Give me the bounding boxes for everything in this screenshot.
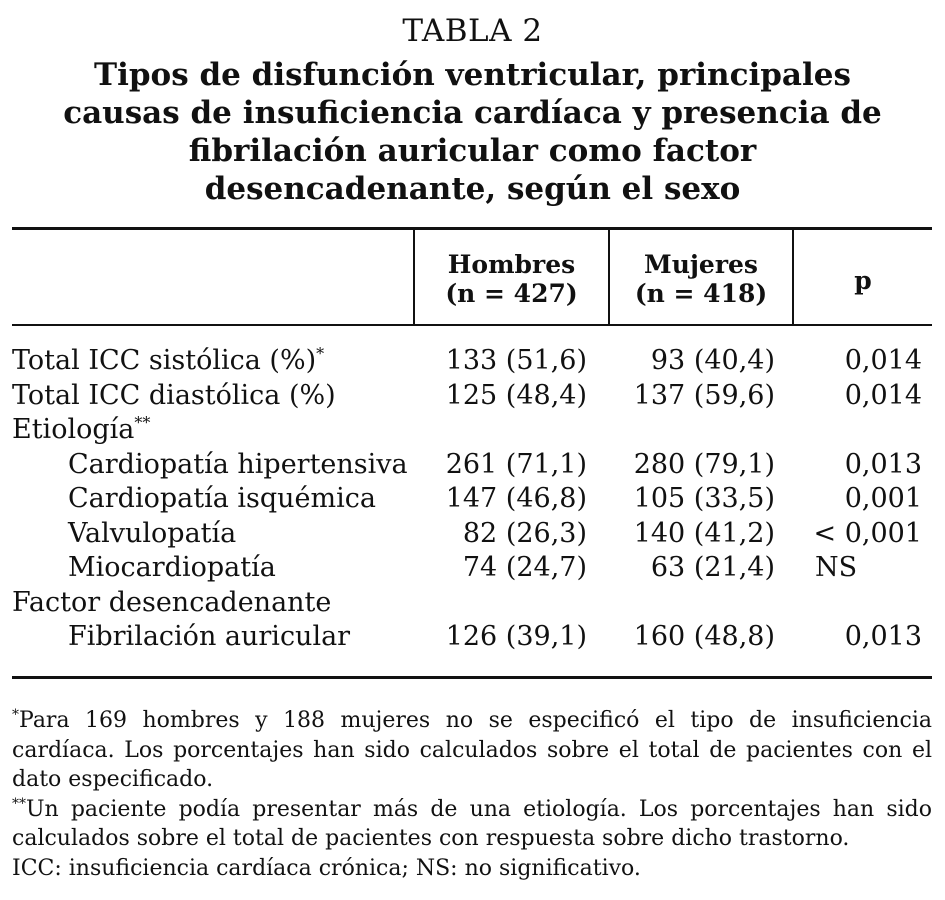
- men-value: 261 (71,1): [445, 448, 587, 480]
- footnote-mark: *: [316, 344, 325, 363]
- column-header-women: [610, 250, 792, 308]
- p-value: 0,013: [844, 621, 922, 652]
- men-value: 82 (26,3): [462, 517, 587, 549]
- women-value: 280 (79,1): [633, 448, 775, 480]
- table-title: Tipos de disfunción ventricular, principales causas de insuficiencia cardíaca y presencia de fibrilación auricular como factor desencadenante, según el sexo: [63, 57, 882, 207]
- footnote-abbreviations: ICC: insuficiencia cardíaca crónica; NS: no significativo.: [12, 855, 641, 881]
- row-label: Cardiopatía isquémica: [68, 483, 376, 514]
- table-row: [0, 448, 945, 483]
- women-value: 160 (48,8): [633, 621, 775, 652]
- footnote-1-text: Para 169 hombres y 188 mujeres no se especificó el tipo de insuficiencia cardíaca. Los porcentajes han sido calculados sobre el total de pacientes con el dato especificado.: [12, 708, 932, 792]
- row-label: Fibrilación auricular: [68, 621, 351, 652]
- footnote-2: [12, 795, 932, 854]
- row-group-label: Factor desencadenante: [12, 586, 332, 618]
- p-value: 0,013: [844, 448, 922, 480]
- row-label: Cardiopatía hipertensiva: [68, 448, 408, 480]
- row-group-label-text: Etiología: [12, 414, 135, 445]
- p-value: NS: [815, 552, 858, 583]
- women-value: 93 (40,4): [650, 345, 775, 376]
- row-label: Miocardiopatía: [68, 552, 276, 583]
- column-header-men-count: (n = 427): [445, 279, 578, 308]
- row-label-text: Total ICC sistólica (%): [12, 345, 317, 376]
- row-group-label: [12, 413, 150, 447]
- men-value: 125 (48,4): [445, 379, 587, 411]
- women-value: 105 (33,5): [633, 483, 775, 514]
- table-row: [0, 620, 945, 655]
- table-row: [0, 482, 945, 517]
- table-row: [0, 517, 945, 552]
- p-value: 0,014: [844, 345, 922, 376]
- table-bottom-rule: [12, 676, 932, 679]
- table-row-group: [0, 586, 945, 621]
- men-value: 74 (24,7): [462, 552, 587, 583]
- women-value: 140 (41,2): [633, 517, 775, 549]
- footnote-1: [12, 706, 932, 795]
- footnote-2-mark: **: [12, 795, 26, 812]
- women-value: 63 (21,4): [650, 552, 775, 583]
- footnote-2-text: Un paciente podía presentar más de una etiología. Los porcentajes han sido calculados sobre el total de pacientes con respuesta sobre dicho trastorno.: [12, 796, 932, 851]
- table-row: [0, 344, 945, 379]
- table-row: [0, 379, 945, 414]
- row-label: Total ICC diastólica (%): [12, 379, 336, 411]
- column-header-women-count: (n = 418): [634, 279, 768, 308]
- p-value: 0,014: [844, 379, 922, 411]
- row-label: Valvulopatía: [68, 517, 237, 549]
- women-value: 137 (59,6): [633, 379, 775, 411]
- men-value: 133 (51,6): [445, 345, 587, 376]
- table-header-rule: [12, 324, 932, 326]
- p-value: < 0,001: [813, 517, 922, 549]
- column-header-men: [415, 250, 608, 308]
- column-header-p: p: [854, 266, 872, 295]
- men-value: 147 (46,8): [445, 483, 587, 514]
- row-label: [12, 344, 324, 378]
- table-footnotes: [12, 706, 932, 883]
- column-header-men-label: Hombres: [447, 250, 576, 279]
- p-value: 0,001: [844, 483, 922, 514]
- table-number: TABLA 2: [402, 13, 543, 49]
- table-row-group: [0, 413, 945, 448]
- column-header-women-label: Mujeres: [644, 250, 758, 279]
- footnote-mark: **: [134, 413, 151, 432]
- footnote-1-mark: *: [12, 707, 19, 723]
- men-value: 126 (39,1): [445, 621, 587, 652]
- table-body: [0, 344, 945, 655]
- table-row: [0, 551, 945, 586]
- table-top-rule: [12, 227, 932, 230]
